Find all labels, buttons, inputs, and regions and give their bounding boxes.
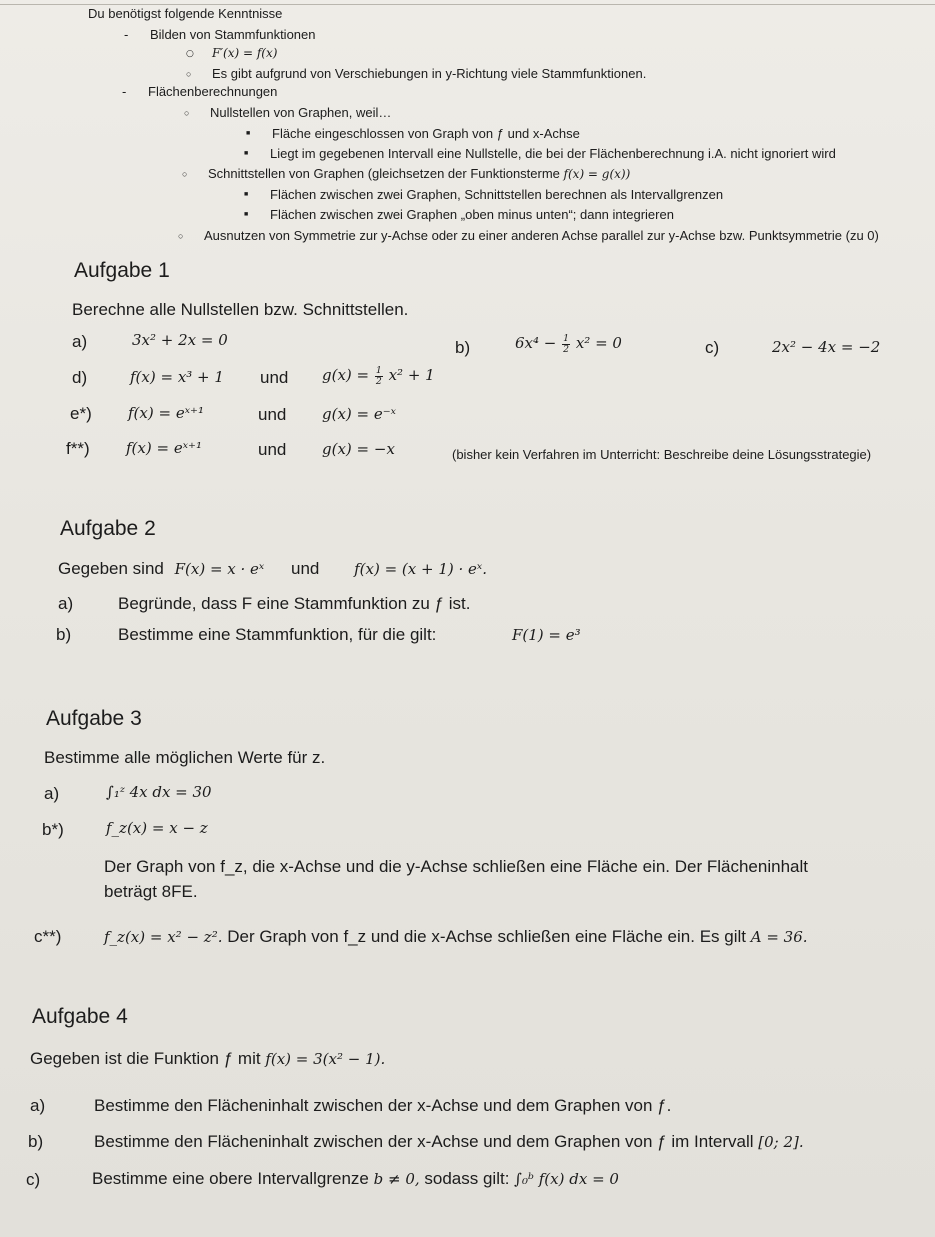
a1-e-label: e*) xyxy=(70,404,92,423)
a4-b-line xyxy=(94,1132,804,1152)
a4-a-text: Bestimme den Flächeninhalt zwischen der x-Achse und dem Graphen von ƒ. xyxy=(94,1096,672,1115)
a1-d-und: und xyxy=(260,368,289,387)
a1-a-label: a) xyxy=(72,332,88,351)
a3-c-text: Der Graph von f_z und die x-Achse schließen eine Fläche ein. Es gilt xyxy=(227,927,746,946)
intro-subitem-schnittstellen xyxy=(208,166,630,181)
a2-b-label: b) xyxy=(56,625,72,644)
a4-a-label: a) xyxy=(30,1096,46,1115)
a2-a-label: a) xyxy=(58,594,74,613)
intro-subitem-derivative: ○ F′(x) = f(x) xyxy=(212,46,277,60)
a3-c-function: f_z(x) = x² − z². xyxy=(104,928,223,946)
a1-f-und: und xyxy=(258,440,287,459)
a1-b-eq-post: x² = 0 xyxy=(575,334,622,352)
a1-e-g: g(x) = e⁻ˣ xyxy=(322,405,396,423)
intro-schnitt-text: Schnittstellen von Graphen (gleichsetzen der Funktionsterme xyxy=(208,166,560,181)
a1-d-frac-num: 1 xyxy=(375,365,382,377)
a1-f-note: (bisher kein Verfahren im Unterricht: Beschreibe deine Lösungsstrategie) xyxy=(452,447,872,462)
a1-d-g-post: x² + 1 xyxy=(388,366,435,384)
intro-schnitt-math: f(x) = g(x)) xyxy=(563,167,631,181)
a4-given-text: Gegeben ist die Funktion ƒ mit xyxy=(30,1049,261,1068)
aufgabe3-task: Bestimme alle möglichen Werte für z. xyxy=(44,748,326,767)
a4-c-label: c) xyxy=(26,1170,41,1189)
intro-item-flaechen: - Flächenberechnungen xyxy=(148,84,277,99)
a3-a-label: a) xyxy=(44,784,60,803)
a1-d-fraction xyxy=(375,366,383,386)
intro-subitem-shift: ○ Es gibt aufgrund von Verschiebungen in y-Richtung viele Stammfunktionen. xyxy=(212,66,646,81)
a3-b-label: b*) xyxy=(42,820,64,839)
a3-a-integral: ∫₁ᶻ 4x dx = 30 xyxy=(106,783,212,801)
intro-point-interval: ■ Liegt im gegebenen Intervall eine Nullstelle, die bei der Flächenberechnung i.A. nicht ignoriert wird xyxy=(270,146,836,161)
a2-given-text: Gegeben sind xyxy=(58,559,164,578)
a2-und: und xyxy=(291,559,320,578)
a1-b-frac-den: 2 xyxy=(563,343,570,355)
a4-given xyxy=(30,1049,385,1069)
a2-given xyxy=(58,559,487,579)
aufgabe4-title: Aufgabe 4 xyxy=(32,1005,128,1028)
aufgabe2-title: Aufgabe 2 xyxy=(60,517,156,540)
a3-b-text-line2: beträgt 8FE. xyxy=(104,882,198,901)
intro-point-intervallgrenzen: ■ Flächen zwischen zwei Graphen, Schnittstellen berechnen als Intervallgrenzen xyxy=(270,187,723,202)
a2-b-condition: F(1) = e³ xyxy=(512,626,581,644)
a1-d-g xyxy=(322,366,435,386)
intro-title: Du benötigst folgende Kenntnisse xyxy=(88,6,283,21)
a1-e-und: und xyxy=(258,405,287,424)
a1-b-frac-num: 1 xyxy=(563,333,570,345)
a4-c-text: Bestimme eine obere Intervallgrenze xyxy=(92,1169,369,1188)
a1-d-frac-den: 2 xyxy=(375,375,382,387)
a4-c-text2: sodass gilt: xyxy=(424,1169,510,1188)
a3-b-text-line1: Der Graph von f_z, die x-Achse und die y-Achse schließen eine Fläche ein. Der Flächeninhalt xyxy=(104,857,808,876)
a4-function: f(x) = 3(x² − 1). xyxy=(265,1050,386,1068)
intro-subitem-nullstellen: ○ Nullstellen von Graphen, weil… xyxy=(210,105,391,120)
a1-d-g-pre: g(x) = xyxy=(322,366,370,384)
a4-b-label: b) xyxy=(28,1132,44,1151)
a4-b-interval: [0; 2]. xyxy=(758,1133,804,1151)
a1-f-label: f**) xyxy=(66,439,90,458)
a4-c-bound: b ≠ 0, xyxy=(373,1170,420,1188)
a1-f-g: g(x) = −x xyxy=(322,440,395,458)
a3-b-function: f_z(x) = x − z xyxy=(106,819,208,837)
a1-d-f: f(x) = x³ + 1 xyxy=(130,368,224,386)
a4-c-integral: ∫₀ᵇ f(x) dx = 0 xyxy=(514,1170,619,1188)
a1-c-equation: 2x² − 4x = −2 xyxy=(772,338,881,356)
a1-c-label: c) xyxy=(705,338,720,357)
intro-point-oben-unten: ■ Flächen zwischen zwei Graphen „oben minus unten“; dann integrieren xyxy=(270,207,674,222)
a2-a-text: Begründe, dass F eine Stammfunktion zu ƒ ist. xyxy=(118,594,471,613)
a1-b-eq-pre: 6x⁴ − xyxy=(515,334,557,352)
a2-F-definition: F(x) = x · eˣ xyxy=(174,560,265,578)
intro-subitem-symmetrie: ○ Ausnutzen von Symmetrie zur y-Achse oder zu einer anderen Achse parallel zur y-Achse bzw. Punktsymmetrie (zu 0) xyxy=(204,228,879,243)
a1-d-label: d) xyxy=(72,368,88,387)
a1-e-f: f(x) = eˣ⁺¹ xyxy=(128,404,204,422)
a2-b-text: Bestimme eine Stammfunktion, für die gilt: xyxy=(118,625,437,644)
a4-b-text: Bestimme den Flächeninhalt zwischen der x-Achse und dem Graphen von ƒ im Intervall xyxy=(94,1132,754,1151)
a1-b-fraction xyxy=(562,334,570,354)
a4-c-line xyxy=(92,1169,619,1189)
a1-f-f: f(x) = eˣ⁺¹ xyxy=(126,439,202,457)
aufgabe3-title: Aufgabe 3 xyxy=(46,707,142,730)
a2-f-definition: f(x) = (x + 1) · eˣ. xyxy=(354,560,488,578)
a3-c-area: A = 36. xyxy=(750,928,808,946)
aufgabe1-task: Berechne alle Nullstellen bzw. Schnittstellen. xyxy=(72,300,409,319)
a1-b-label: b) xyxy=(455,338,471,357)
a3-c-line xyxy=(104,927,808,947)
intro-point-enclosed: ■ Fläche eingeschlossen von Graph von ƒ und x-Achse xyxy=(272,126,580,141)
top-border-line xyxy=(0,4,935,5)
intro-item-stammfunktionen: - Bilden von Stammfunktionen xyxy=(150,27,315,42)
a1-b-equation xyxy=(515,334,622,354)
a3-c-label: c**) xyxy=(34,927,62,946)
a1-a-equation: 3x² + 2x = 0 xyxy=(132,331,228,349)
aufgabe1-title: Aufgabe 1 xyxy=(74,259,170,282)
